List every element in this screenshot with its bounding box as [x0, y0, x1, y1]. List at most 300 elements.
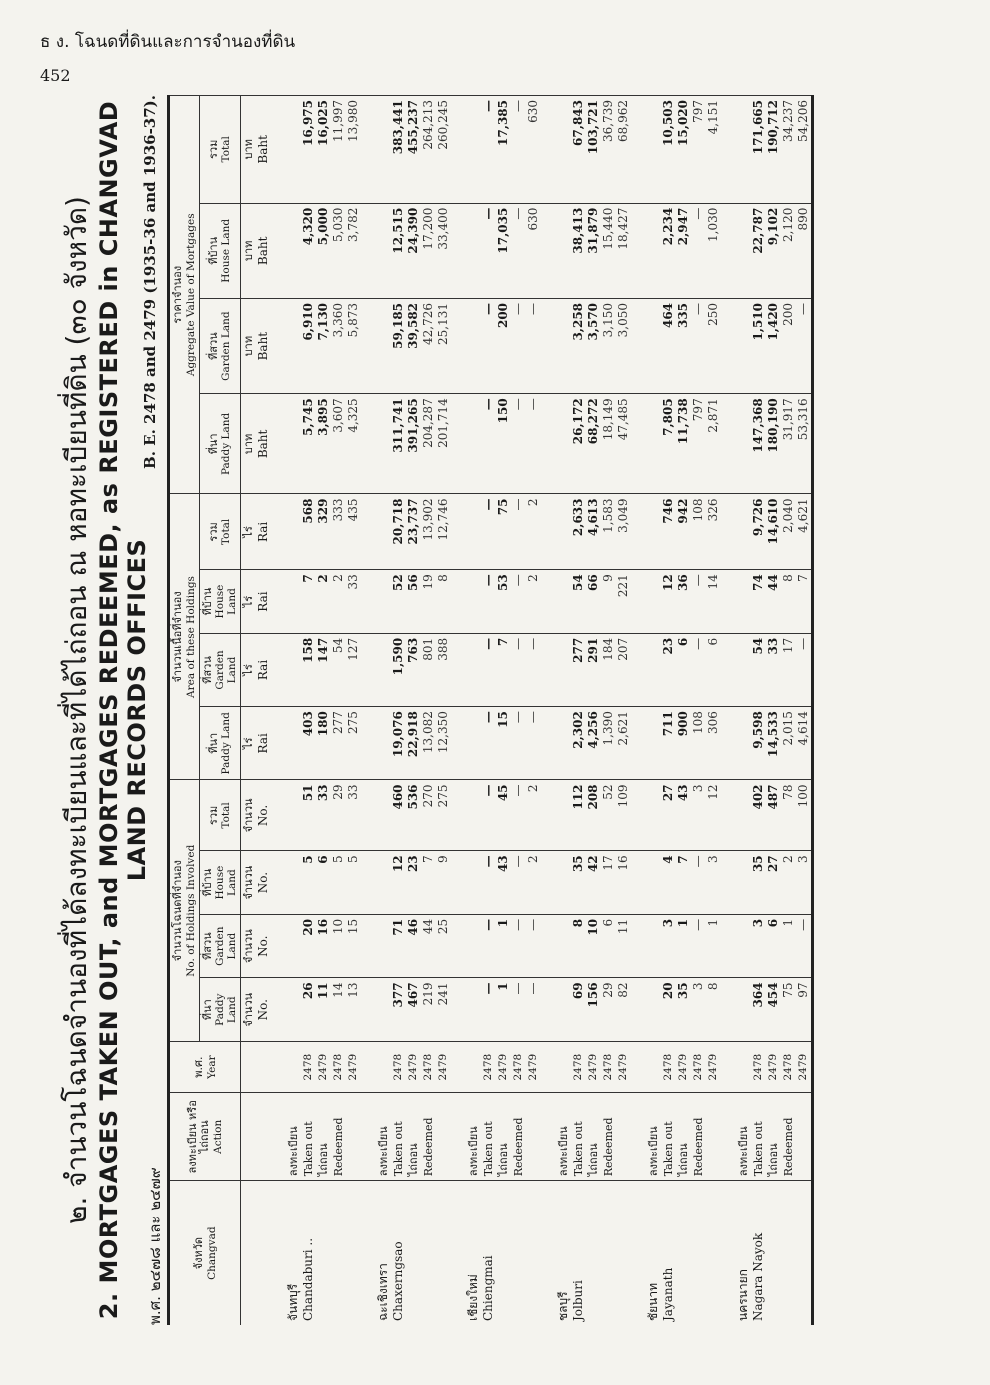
value-cell: 109	[616, 780, 631, 851]
value-cell: 2	[526, 780, 541, 851]
value-cell	[376, 780, 391, 851]
table-row	[436, 96, 451, 1326]
value-cell: 26,172	[571, 394, 586, 494]
year-cell: 2478	[481, 1041, 496, 1092]
changvad-cell: ฉะเชิงเทรา	[376, 1181, 391, 1325]
value-cell: —	[526, 298, 541, 393]
value-cell: 29	[331, 780, 346, 851]
value-cell: 127	[346, 633, 361, 706]
value-cell: 1,590	[391, 633, 406, 706]
value-cell	[376, 978, 391, 1042]
value-cell	[466, 96, 481, 204]
value-cell: 103,721	[586, 96, 601, 204]
value-cell: —	[526, 707, 541, 780]
table-row	[646, 96, 661, 1326]
years-thai: พ.ศ. ๒๔๗๘ และ ๒๔๗๙	[146, 1167, 164, 1325]
value-cell: 3	[691, 978, 706, 1042]
value-cell	[736, 203, 751, 298]
value-cell: 2	[781, 851, 796, 915]
value-cell	[736, 633, 751, 706]
changvad-cell: Chaxerngsao	[391, 1181, 406, 1325]
action-cell: Taken out	[301, 1093, 316, 1181]
value-cell	[646, 978, 661, 1042]
value-cell: 4,613	[586, 494, 601, 570]
value-cell: 2,871	[706, 394, 721, 494]
action-cell: ลงทะเบียน	[286, 1093, 301, 1181]
year-cell: 2478	[391, 1041, 406, 1092]
value-cell: 19	[421, 570, 436, 634]
changvad-cell	[511, 1181, 526, 1325]
value-cell	[376, 707, 391, 780]
action-cell: Taken out	[571, 1093, 586, 1181]
value-cell: 14	[331, 978, 346, 1042]
value-cell: —	[526, 978, 541, 1042]
value-cell: 44	[766, 570, 781, 634]
value-cell: 1	[496, 914, 511, 978]
changvad-cell	[796, 1181, 813, 1325]
action-cell	[526, 1093, 541, 1181]
value-cell: 31,917	[781, 394, 796, 494]
value-cell: 17,385	[496, 96, 511, 204]
value-cell: 5,873	[346, 298, 361, 393]
value-cell: 67,843	[571, 96, 586, 204]
action-cell: Redeemed	[601, 1093, 616, 1181]
table-row	[316, 96, 331, 1326]
group-value: ราคาจำนอง Aggregate Value of Mortgages	[169, 96, 200, 495]
value-cell: 66	[586, 570, 601, 634]
table-title-thai: ๒. จำนวนโฉนดจำนองที่ได้ลงทะเบียนและที่ได้ไถ่ถอน ณ หอทะเบียนที่ดิน (๓๐ จังหวัด)	[60, 196, 93, 1224]
value-cell: 13,082	[421, 707, 436, 780]
value-cell	[286, 914, 301, 978]
year-cell: 2479	[406, 1041, 421, 1092]
value-cell: 11	[616, 914, 631, 978]
value-cell: —	[511, 494, 526, 570]
changvad-cell	[316, 1181, 331, 1325]
value-cell: —	[796, 633, 813, 706]
table-row	[346, 96, 361, 1326]
unit-label: บาท Baht	[241, 394, 272, 494]
changvad-cell	[436, 1181, 451, 1325]
value-cell: 250	[706, 298, 721, 393]
value-cell: —	[481, 707, 496, 780]
value-cell: —	[481, 96, 496, 204]
value-cell: 2,633	[571, 494, 586, 570]
value-cell: 1,420	[766, 298, 781, 393]
value-cell: 19,076	[391, 707, 406, 780]
value-cell	[736, 707, 751, 780]
value-cell	[556, 96, 571, 204]
units-row	[241, 96, 272, 1326]
value-cell	[286, 394, 301, 494]
value-cell	[556, 914, 571, 978]
action-cell	[436, 1093, 451, 1181]
value-cell: 2,621	[616, 707, 631, 780]
value-cell: 364	[751, 978, 766, 1042]
value-cell: 54,206	[796, 96, 813, 204]
value-cell: 36	[676, 570, 691, 634]
action-cell: Redeemed	[331, 1093, 346, 1181]
value-cell: 12	[661, 570, 676, 634]
value-cell: 25	[436, 914, 451, 978]
changvad-cell	[586, 1181, 601, 1325]
value-cell: 33	[766, 633, 781, 706]
value-cell: 3	[691, 780, 706, 851]
changvad-cell: Chiengmai	[481, 1181, 496, 1325]
value-cell: 391,265	[406, 394, 421, 494]
value-cell: 97	[796, 978, 813, 1042]
action-cell	[346, 1093, 361, 1181]
value-cell: 4,621	[796, 494, 813, 570]
changvad-cell	[346, 1181, 361, 1325]
value-cell: 3	[751, 914, 766, 978]
value-cell: 43	[496, 851, 511, 915]
action-cell: Redeemed	[691, 1093, 706, 1181]
value-cell: 8	[781, 570, 796, 634]
value-cell: 36,739	[601, 96, 616, 204]
value-cell: 8	[571, 914, 586, 978]
value-cell: 3,258	[571, 298, 586, 393]
value-cell: —	[511, 96, 526, 204]
value-cell: 78	[781, 780, 796, 851]
value-cell: —	[481, 851, 496, 915]
value-cell: 536	[406, 780, 421, 851]
year-cell: 2478	[751, 1041, 766, 1092]
value-cell	[286, 633, 301, 706]
year-cell: 2478	[661, 1041, 676, 1092]
value-cell: 2,040	[781, 494, 796, 570]
value-cell: 25,131	[436, 298, 451, 393]
group-area: จำนวนเนื้อที่จำนอง Area of these Holdings	[169, 494, 200, 780]
changvad-cell	[601, 1181, 616, 1325]
value-cell: 942	[676, 494, 691, 570]
value-cell: 17,035	[496, 203, 511, 298]
action-cell: ไถ่ถอน	[586, 1093, 601, 1181]
subcol-garden: ที่สวน Garden Land	[199, 298, 241, 393]
value-cell: 190,712	[766, 96, 781, 204]
value-cell: 3,360	[331, 298, 346, 393]
action-cell: Taken out	[661, 1093, 676, 1181]
table-row	[691, 96, 706, 1326]
value-cell: 264,213	[421, 96, 436, 204]
changvad-cell	[331, 1181, 346, 1325]
value-cell: —	[511, 707, 526, 780]
value-cell: 42	[586, 851, 601, 915]
changvad-cell	[421, 1181, 436, 1325]
action-cell: Taken out	[481, 1093, 496, 1181]
value-cell: —	[481, 394, 496, 494]
value-cell: —	[511, 851, 526, 915]
changvad-cell: ชลบุรี	[556, 1181, 571, 1325]
subcol-paddy: ที่นา Paddy Land	[199, 978, 241, 1042]
rotated-table-page	[55, 95, 905, 1325]
changvad-cell	[496, 1181, 511, 1325]
value-cell: 2	[526, 570, 541, 634]
value-cell: 45	[496, 780, 511, 851]
value-cell: —	[691, 851, 706, 915]
value-cell: 383,441	[391, 96, 406, 204]
value-cell: 377	[391, 978, 406, 1042]
value-cell: —	[481, 914, 496, 978]
changvad-cell: นครนายก	[736, 1181, 751, 1325]
action-cell: ไถ่ถอน	[676, 1093, 691, 1181]
value-cell: 27	[661, 780, 676, 851]
value-cell: —	[796, 298, 813, 393]
value-cell	[466, 298, 481, 393]
value-cell	[556, 780, 571, 851]
value-cell: 2	[526, 494, 541, 570]
action-cell	[796, 1093, 813, 1181]
value-cell: 5	[346, 851, 361, 915]
table-row	[286, 96, 301, 1326]
value-cell: 797	[691, 394, 706, 494]
value-cell: 1,030	[706, 203, 721, 298]
table-row	[751, 96, 766, 1326]
year-cell: 2478	[511, 1041, 526, 1092]
value-cell	[376, 96, 391, 204]
subcol-paddy: ที่นา Paddy Land	[199, 707, 241, 780]
unit-label: ไร่ Rai	[241, 494, 272, 570]
value-cell	[646, 914, 661, 978]
value-cell: 158	[301, 633, 316, 706]
value-cell: —	[526, 914, 541, 978]
value-cell: 27	[766, 851, 781, 915]
year-cell	[646, 1041, 661, 1092]
table-row	[766, 96, 781, 1326]
value-cell	[736, 394, 751, 494]
table-row	[586, 96, 601, 1326]
changvad-cell: Jolburi	[571, 1181, 586, 1325]
table-row	[736, 96, 751, 1326]
value-cell	[646, 394, 661, 494]
action-cell: ไถ่ถอน	[766, 1093, 781, 1181]
action-cell: ไถ่ถอน	[496, 1093, 511, 1181]
table-row	[601, 96, 616, 1326]
value-cell	[556, 851, 571, 915]
value-cell: 3,895	[316, 394, 331, 494]
value-cell: 275	[346, 707, 361, 780]
value-cell	[736, 298, 751, 393]
value-cell: 34,237	[781, 96, 796, 204]
value-cell: 108	[691, 494, 706, 570]
value-cell	[286, 707, 301, 780]
value-cell: 464	[661, 298, 676, 393]
value-cell	[466, 394, 481, 494]
value-cell: —	[691, 570, 706, 634]
value-cell: —	[511, 633, 526, 706]
value-cell: —	[481, 633, 496, 706]
table-row	[796, 96, 813, 1326]
value-cell: 156	[586, 978, 601, 1042]
value-cell: 180	[316, 707, 331, 780]
changvad-cell	[676, 1181, 691, 1325]
value-cell: 26	[301, 978, 316, 1042]
year-cell: 2479	[706, 1041, 721, 1092]
value-cell: 52	[601, 780, 616, 851]
value-cell: 22,918	[406, 707, 421, 780]
value-cell: 200	[781, 298, 796, 393]
value-cell	[286, 96, 301, 204]
value-cell	[646, 96, 661, 204]
value-cell: 10,503	[661, 96, 676, 204]
page-number: 452	[40, 66, 71, 85]
value-cell: 13	[346, 978, 361, 1042]
value-cell: 33,400	[436, 203, 451, 298]
table-row	[556, 96, 571, 1326]
value-cell: 12,746	[436, 494, 451, 570]
value-cell	[556, 978, 571, 1042]
value-cell: 5	[301, 851, 316, 915]
value-cell: 52	[391, 570, 406, 634]
value-cell	[646, 851, 661, 915]
value-cell: 150	[496, 394, 511, 494]
value-cell: 4,614	[796, 707, 813, 780]
value-cell: 711	[661, 707, 676, 780]
value-cell: 1	[496, 978, 511, 1042]
value-cell	[556, 707, 571, 780]
value-cell: 47,485	[616, 394, 631, 494]
value-cell: 7,130	[316, 298, 331, 393]
changvad-cell: Nagara Nayok	[751, 1181, 766, 1325]
value-cell: 69	[571, 978, 586, 1042]
value-cell: 23	[406, 851, 421, 915]
value-cell	[286, 203, 301, 298]
value-cell: 487	[766, 780, 781, 851]
value-cell: 763	[406, 633, 421, 706]
value-cell: 4	[661, 851, 676, 915]
value-cell	[556, 633, 571, 706]
value-cell: 801	[421, 633, 436, 706]
year-cell: 2478	[601, 1041, 616, 1092]
years-english: B. E. 2478 and 2479 (1935-36 and 1936-37).	[141, 95, 159, 469]
value-cell: 6	[766, 914, 781, 978]
year-cell: 2479	[316, 1041, 331, 1092]
value-cell: 402	[751, 780, 766, 851]
value-cell: 1	[676, 914, 691, 978]
value-cell: 14,533	[766, 707, 781, 780]
value-cell	[466, 707, 481, 780]
value-cell: 43	[676, 780, 691, 851]
group-holdings: จำนวนโฉนดที่จำนอง No. of Holdings Involved	[169, 780, 200, 1042]
value-cell: 9,598	[751, 707, 766, 780]
value-cell: 23	[661, 633, 676, 706]
value-cell: 3,607	[331, 394, 346, 494]
value-cell	[556, 494, 571, 570]
value-cell: 890	[796, 203, 813, 298]
value-cell: 3	[661, 914, 676, 978]
year-cell: 2478	[571, 1041, 586, 1092]
value-cell	[466, 914, 481, 978]
value-cell: 746	[661, 494, 676, 570]
value-cell: 10	[586, 914, 601, 978]
value-cell: —	[511, 203, 526, 298]
value-cell: 435	[346, 494, 361, 570]
table-row	[616, 96, 631, 1326]
value-cell	[466, 570, 481, 634]
value-cell: 4,256	[586, 707, 601, 780]
value-cell: 5,000	[316, 203, 331, 298]
value-cell: 22,787	[751, 203, 766, 298]
value-cell	[376, 394, 391, 494]
value-cell: 33	[346, 570, 361, 634]
value-cell	[466, 494, 481, 570]
value-cell: 3,150	[601, 298, 616, 393]
value-cell: 75	[496, 494, 511, 570]
subcol-garden: ที่สวน Garden Land	[199, 633, 241, 706]
table-row	[571, 96, 586, 1326]
table-row	[331, 96, 346, 1326]
value-cell: 1,583	[601, 494, 616, 570]
value-cell	[556, 298, 571, 393]
value-cell	[556, 570, 571, 634]
value-cell	[736, 570, 751, 634]
value-cell: 241	[436, 978, 451, 1042]
value-cell: 7	[496, 633, 511, 706]
value-cell: 5,745	[301, 394, 316, 494]
value-cell: 630	[526, 203, 541, 298]
year-cell: 2479	[496, 1041, 511, 1092]
unit-label: จำนวน No.	[241, 978, 272, 1042]
subcol-paddy: ที่นา Paddy Land	[199, 394, 241, 494]
changvad-cell	[616, 1181, 631, 1325]
value-cell: 23,737	[406, 494, 421, 570]
value-cell	[376, 914, 391, 978]
unit-label: ไร่ Rai	[241, 633, 272, 706]
value-cell: 2,120	[781, 203, 796, 298]
value-cell	[466, 203, 481, 298]
value-cell	[376, 851, 391, 915]
value-cell: —	[511, 298, 526, 393]
value-cell: 201,714	[436, 394, 451, 494]
table-row	[706, 96, 721, 1326]
value-cell: 2,234	[661, 203, 676, 298]
value-cell: 3	[706, 851, 721, 915]
value-cell	[646, 203, 661, 298]
value-cell: —	[691, 914, 706, 978]
value-cell: 15	[346, 914, 361, 978]
unit-label: บาท Baht	[241, 96, 272, 204]
action-cell: ลงทะเบียน	[466, 1093, 481, 1181]
value-cell: 2	[526, 851, 541, 915]
value-cell	[466, 633, 481, 706]
value-cell: 38,413	[571, 203, 586, 298]
value-cell: 7	[421, 851, 436, 915]
value-cell: 10	[331, 914, 346, 978]
year-cell	[376, 1041, 391, 1092]
value-cell: 1,510	[751, 298, 766, 393]
value-cell: 467	[406, 978, 421, 1042]
changvad-cell: Chandaburi ..	[301, 1181, 316, 1325]
table-row	[376, 96, 391, 1326]
value-cell	[646, 298, 661, 393]
subcol-house: ที่บ้าน House Land	[199, 570, 241, 634]
value-cell: 3,050	[616, 298, 631, 393]
value-cell: 12	[391, 851, 406, 915]
value-cell	[736, 851, 751, 915]
value-cell: 797	[691, 96, 706, 204]
value-cell	[556, 394, 571, 494]
value-cell: 200	[496, 298, 511, 393]
value-cell: 6	[316, 851, 331, 915]
mortgage-table	[167, 95, 814, 1325]
value-cell: 20	[661, 978, 676, 1042]
value-cell: 18,427	[616, 203, 631, 298]
value-cell: 208	[586, 780, 601, 851]
value-cell: 39,582	[406, 298, 421, 393]
value-cell: 4,325	[346, 394, 361, 494]
value-cell: 8	[436, 570, 451, 634]
value-cell: 221	[616, 570, 631, 634]
value-cell: —	[481, 570, 496, 634]
